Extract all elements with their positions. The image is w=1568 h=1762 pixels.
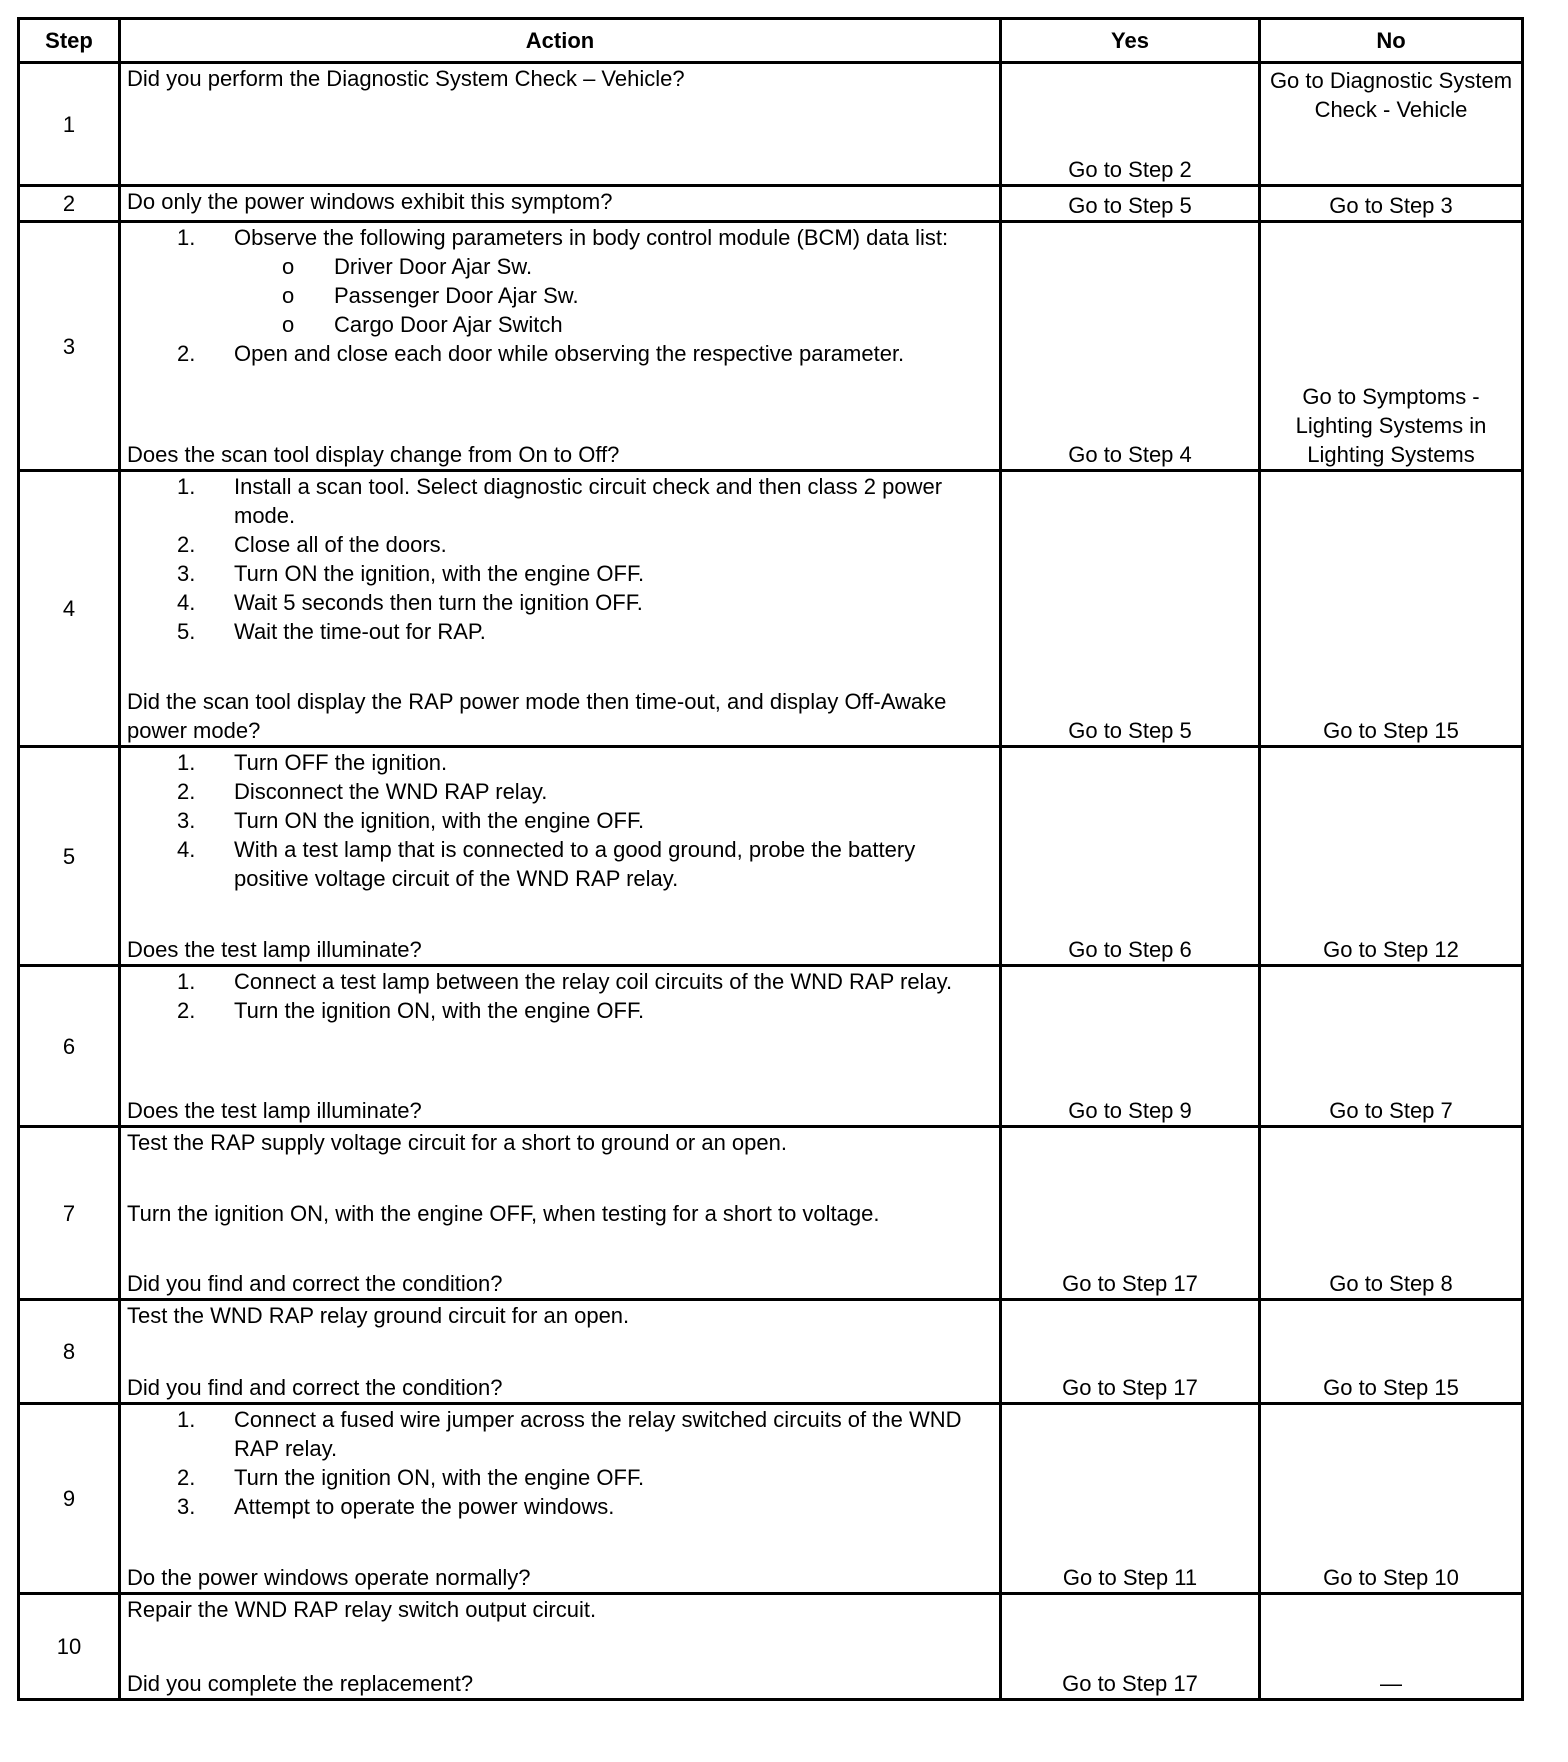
header-step: Step <box>19 19 120 63</box>
list-item <box>127 806 993 835</box>
list-text: Disconnect the WND RAP relay. <box>234 779 548 804</box>
list-text: Observe the following parameters in body control module (BCM) data list: <box>234 225 949 250</box>
list-item <box>127 777 993 806</box>
numbered-list <box>127 967 993 1025</box>
action-content <box>127 967 993 1125</box>
action-cell <box>120 1404 1001 1594</box>
numbered-list <box>127 223 993 368</box>
action-text: Repair the WND RAP relay switch output circuit. <box>127 1597 597 1622</box>
list-number: 3. <box>177 808 196 833</box>
yes-result: Go to Step 9 <box>1001 966 1260 1127</box>
table-row <box>19 1127 1523 1300</box>
yes-result: Go to Step 2 <box>1001 63 1260 186</box>
action-cell <box>120 1300 1001 1404</box>
list-number: 2. <box>177 1465 196 1490</box>
list-item <box>127 1492 993 1521</box>
step-number: 3 <box>19 222 120 471</box>
list-text: Turn the ignition ON, with the engine OFF. <box>234 1465 645 1490</box>
no-result: Go to Step 12 <box>1260 747 1523 966</box>
action-content <box>127 64 993 184</box>
no-result: Go to Symptoms - Lighting Systems in Lighting Systems <box>1260 222 1523 471</box>
action-cell <box>120 222 1001 471</box>
action-text: Test the WND RAP relay ground circuit for an open. <box>127 1303 630 1328</box>
list-text: Wait 5 seconds then turn the ignition OFF. <box>234 590 643 615</box>
step-number: 8 <box>19 1300 120 1404</box>
list-text: Close all of the doors. <box>234 532 447 557</box>
table-row <box>19 966 1523 1127</box>
action-text: Did you complete the replacement? <box>127 1671 474 1696</box>
list-number: 4. <box>177 837 196 862</box>
yes-result: Go to Step 4 <box>1001 222 1260 471</box>
numbered-list <box>127 472 993 646</box>
header-row <box>19 19 1523 63</box>
list-item <box>127 1463 993 1492</box>
step-number: 6 <box>19 966 120 1127</box>
list-text: Turn the ignition ON, with the engine OFF. <box>234 998 645 1023</box>
numbered-list <box>127 1405 993 1521</box>
list-number: 2. <box>177 779 196 804</box>
list-item <box>127 1405 993 1463</box>
numbered-list <box>127 748 993 893</box>
action-content <box>127 1128 993 1298</box>
table-row <box>19 186 1523 222</box>
list-item <box>127 339 993 368</box>
action-content <box>127 1301 993 1402</box>
table-row <box>19 222 1523 471</box>
yes-result: Go to Step 5 <box>1001 471 1260 747</box>
action-content <box>127 472 993 745</box>
list-item <box>127 617 993 646</box>
list-number: 3. <box>177 1494 196 1519</box>
action-cell <box>120 966 1001 1127</box>
action-text: Do only the power windows exhibit this symptom? <box>127 189 613 214</box>
list-item <box>127 223 993 252</box>
list-number: 1. <box>177 474 196 499</box>
list-text: Connect a test lamp between the relay coil circuits of the WND RAP relay. <box>234 969 953 994</box>
action-text: Does the test lamp illuminate? <box>127 937 422 962</box>
action-cell <box>120 747 1001 966</box>
no-result: Go to Step 7 <box>1260 966 1523 1127</box>
action-text: Did you perform the Diagnostic System Check – Vehicle? <box>127 66 685 91</box>
table-row <box>19 1300 1523 1404</box>
step-number: 4 <box>19 471 120 747</box>
list-text: Attempt to operate the power windows. <box>234 1494 615 1519</box>
list-number: 1. <box>177 1407 196 1432</box>
no-result: Go to Diagnostic System Check - Vehicle <box>1260 63 1523 186</box>
step-number: 5 <box>19 747 120 966</box>
action-text: Did the scan tool display the RAP power mode then time-out, and display Off-Awake power mode? <box>127 689 947 743</box>
list-text: Connect a fused wire jumper across the relay switched circuits of the WND RAP relay. <box>234 1407 962 1461</box>
action-content <box>127 1595 993 1698</box>
action-cell <box>120 1594 1001 1700</box>
yes-result: Go to Step 11 <box>1001 1404 1260 1594</box>
table-row <box>19 1404 1523 1594</box>
action-content <box>127 748 993 964</box>
sub-list-item <box>127 310 993 339</box>
table-row <box>19 471 1523 747</box>
list-text: Turn ON the ignition, with the engine OFF. <box>234 808 645 833</box>
header-yes: Yes <box>1001 19 1260 63</box>
step-number: 7 <box>19 1127 120 1300</box>
list-item <box>127 967 993 996</box>
header-action: Action <box>120 19 1001 63</box>
no-result: Go to Step 15 <box>1260 471 1523 747</box>
list-item <box>127 530 993 559</box>
action-text: Did you find and correct the condition? <box>127 1271 503 1296</box>
list-text: Turn ON the ignition, with the engine OFF. <box>234 561 645 586</box>
no-result: — <box>1260 1594 1523 1700</box>
action-cell <box>120 471 1001 747</box>
action-cell <box>120 63 1001 186</box>
bullet-icon: o <box>282 254 295 279</box>
action-content <box>127 223 993 469</box>
action-cell <box>120 186 1001 222</box>
list-item <box>127 588 993 617</box>
table-row <box>19 63 1523 186</box>
sub-list-text: Driver Door Ajar Sw. <box>334 254 533 279</box>
list-text: Turn OFF the ignition. <box>234 750 448 775</box>
no-result: Go to Step 3 <box>1260 186 1523 222</box>
list-number: 1. <box>177 750 196 775</box>
action-text: Did you find and correct the condition? <box>127 1375 503 1400</box>
diagnostic-table <box>17 17 1524 1701</box>
action-text: Does the scan tool display change from On to Off? <box>127 442 620 467</box>
action-text: Does the test lamp illuminate? <box>127 1098 422 1123</box>
sub-list-item <box>127 281 993 310</box>
list-item <box>127 835 993 893</box>
list-number: 1. <box>177 969 196 994</box>
list-number: 1. <box>177 225 196 250</box>
yes-result: Go to Step 17 <box>1001 1300 1260 1404</box>
sub-list-text: Passenger Door Ajar Sw. <box>334 283 579 308</box>
yes-result: Go to Step 17 <box>1001 1127 1260 1300</box>
action-text: Turn the ignition ON, with the engine OFF, when testing for a short to voltage. <box>127 1200 880 1226</box>
list-number: 5. <box>177 619 196 644</box>
list-item <box>127 748 993 777</box>
list-number: 2. <box>177 998 196 1023</box>
list-number: 3. <box>177 561 196 586</box>
no-result: Go to Step 10 <box>1260 1404 1523 1594</box>
list-text: With a test lamp that is connected to a good ground, probe the battery positive voltage circuit of the WND RAP relay. <box>234 837 916 891</box>
sub-list-item <box>127 252 993 281</box>
table-row <box>19 747 1523 966</box>
list-item <box>127 559 993 588</box>
list-number: 2. <box>177 532 196 557</box>
no-result: Go to Step 15 <box>1260 1300 1523 1404</box>
table-row <box>19 1594 1523 1700</box>
action-cell <box>120 1127 1001 1300</box>
action-content <box>127 187 993 220</box>
step-number: 9 <box>19 1404 120 1594</box>
sub-list-text: Cargo Door Ajar Switch <box>334 312 563 337</box>
step-number: 2 <box>19 186 120 222</box>
step-number: 1 <box>19 63 120 186</box>
bullet-icon: o <box>282 312 295 337</box>
action-content <box>127 1405 993 1592</box>
bullet-icon: o <box>282 283 295 308</box>
step-number: 10 <box>19 1594 120 1700</box>
action-text: Do the power windows operate normally? <box>127 1565 531 1590</box>
yes-result: Go to Step 6 <box>1001 747 1260 966</box>
list-number: 2. <box>177 341 196 366</box>
list-text: Install a scan tool. Select diagnostic circuit check and then class 2 power mode. <box>234 474 943 528</box>
action-text: Test the RAP supply voltage circuit for a short to ground or an open. <box>127 1130 787 1155</box>
yes-result: Go to Step 17 <box>1001 1594 1260 1700</box>
list-text: Open and close each door while observing the respective parameter. <box>234 341 905 366</box>
list-item <box>127 996 993 1025</box>
yes-result: Go to Step 5 <box>1001 186 1260 222</box>
list-number: 4. <box>177 590 196 615</box>
header-no: No <box>1260 19 1523 63</box>
list-item <box>127 472 993 530</box>
no-result: Go to Step 8 <box>1260 1127 1523 1300</box>
list-text: Wait the time-out for RAP. <box>234 619 486 644</box>
